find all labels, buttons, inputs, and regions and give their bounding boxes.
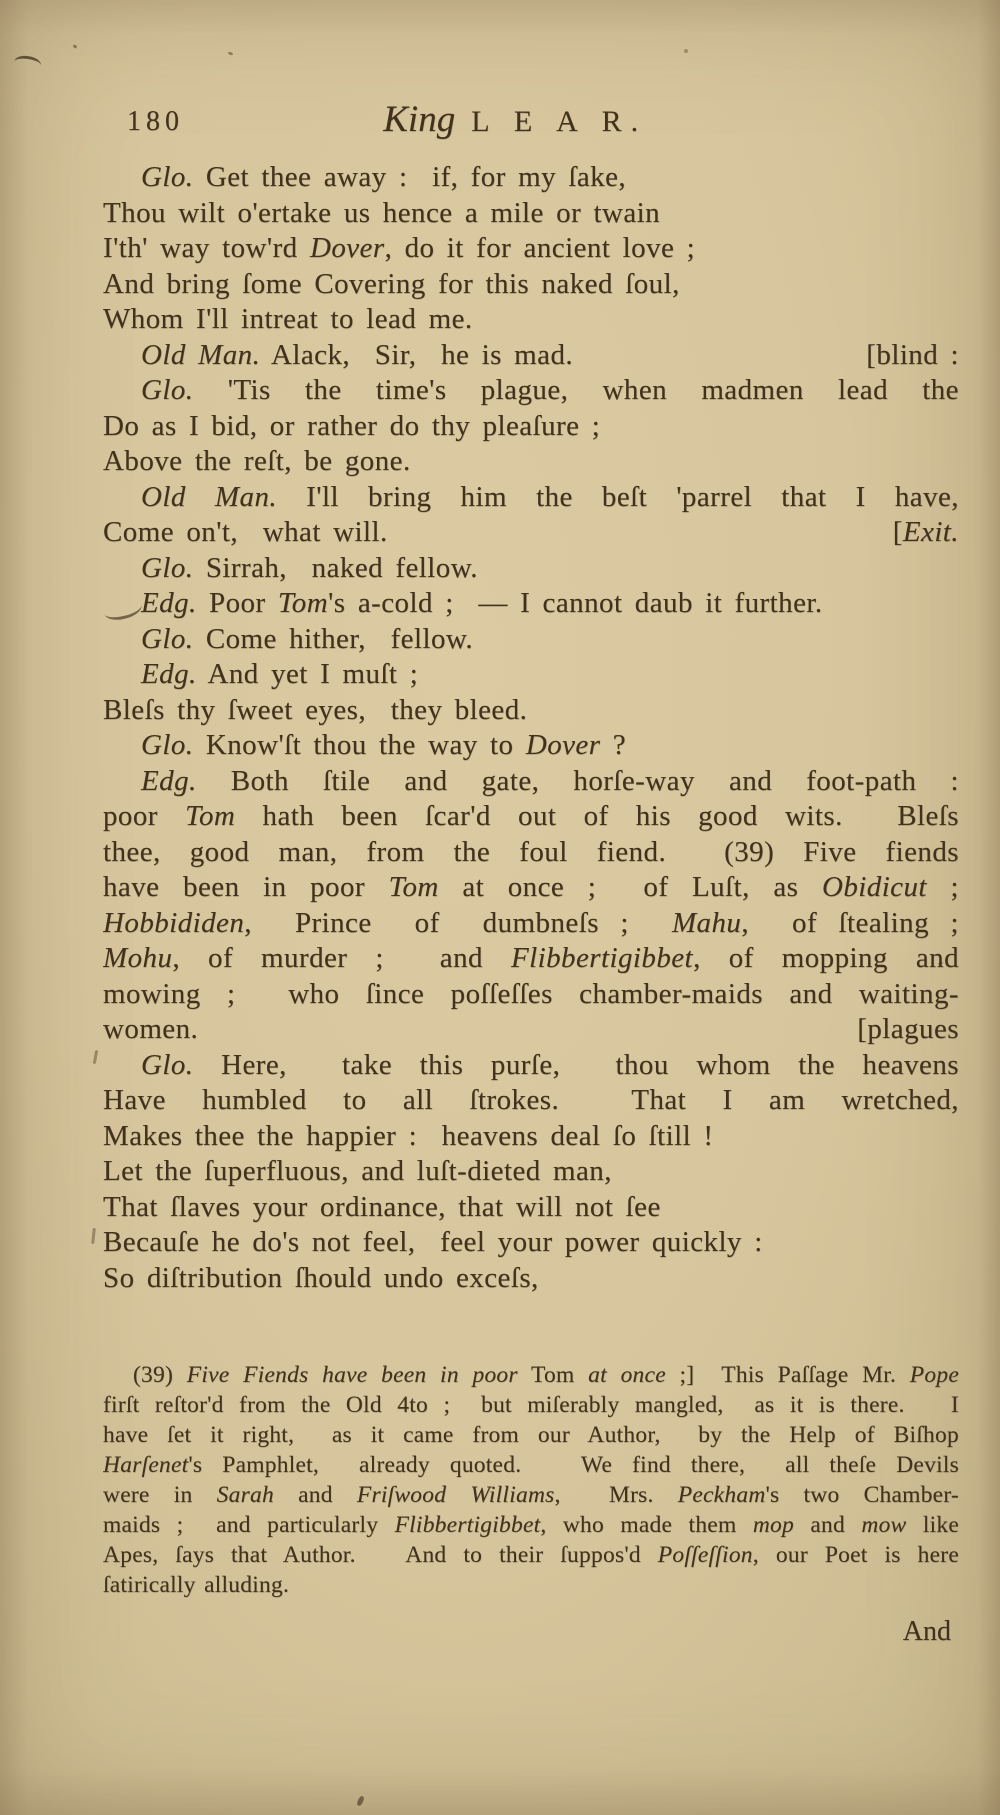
ink-speck: [228, 51, 234, 56]
text-line: mowing ; who ſince poſſeſſes chamber-maids and waiting-: [103, 977, 959, 1010]
ink-speck: [684, 49, 688, 53]
text-line: Do as I bid, or rather do thy pleaſure ;: [103, 409, 601, 442]
text-line: So diſtribution ſhould undo exceſs,: [103, 1261, 539, 1294]
text-line: Harſenet's Pamphlet, already quoted. We find there, all theſe Devils: [103, 1452, 959, 1478]
text-line: were in Sarah and Friſwood Williams, Mrs. Peckham's two Chamber-: [103, 1482, 959, 1508]
text-line: Above the reſt, be gone.: [103, 445, 411, 477]
text-line: Hobbididen, Prince of dumbneſs ; Mahu, of ſtealing ;: [103, 906, 959, 939]
text-line: Old Man. I'll bring him the beſt 'parrel that I have,: [141, 480, 959, 513]
stage-direction: [plagues: [857, 1013, 959, 1045]
stage-direction: [Exit.: [892, 516, 959, 548]
text-line: have ſet it right, as it came from our Author, by the Help of Biſhop: [103, 1422, 959, 1448]
text-line: Makes thee the happier : heavens deal ſo ſtill !: [103, 1119, 714, 1152]
ink-speck: [73, 44, 78, 49]
text-line: Glo. Know'ſt thou the way to Dover ?: [141, 729, 627, 761]
text-line: Bleſs thy ſweet eyes, they bleed.: [103, 693, 528, 726]
play-text: [103, 160, 959, 1296]
footnote: [103, 1360, 959, 1600]
margin-tick: [93, 1050, 98, 1064]
text-line: Glo. Get thee away : if, for my ſake,: [141, 161, 627, 193]
text-line: women. [plagues: [103, 1012, 959, 1048]
stage-direction: [blind :: [866, 338, 959, 371]
text-line: Have humbled to all ſtrokes. That I am wretched,: [103, 1084, 959, 1116]
catchword: And: [902, 1616, 951, 1647]
margin-tick: [91, 1228, 96, 1244]
text-line: poor Tom hath been ſcar'd out of his good wits. Bleſs: [103, 800, 959, 832]
running-title-italic: King: [383, 99, 456, 140]
text-line: Glo. Come hither, fellow.: [141, 622, 474, 655]
text-line: thee, good man, from the foul fiend. (39) Five fiends: [103, 835, 959, 868]
text-line: firſt reſtor'd from the Old 4to ; but miſerably mangled, as it is there. I: [103, 1392, 959, 1418]
text-line: Glo. 'Tis the time's plague, when madmen lead the: [141, 374, 959, 406]
running-title-caps: L E A R.: [471, 105, 648, 138]
ink-mark: [13, 54, 42, 73]
text-line: Thou wilt o'ertake us hence a mile or twain: [103, 196, 661, 229]
text-line: maids ; and particularly Flibbertigibbet, who made them mop and mow like: [103, 1512, 959, 1538]
text-line: That ſlaves your ordinance, that will not ſee: [103, 1190, 661, 1223]
text-line: Let the ſuperfluous, and luſt-dieted man,: [103, 1155, 612, 1187]
text-line: Edg. Both ſtile and gate, horſe-way and foot-path :: [141, 764, 959, 797]
text-line: Glo. Sirrah, naked fellow.: [141, 551, 478, 584]
page-header: [103, 98, 959, 154]
text-line: ſatirically alluding.: [103, 1572, 290, 1598]
text-line: Edg. Poor Tom's a-cold ; — I cannot daub it further.: [141, 587, 823, 619]
text-line: Glo. Here, take this purſe, thou whom the heavens: [141, 1048, 959, 1081]
text-line: Old Man. Alack, Sir, he is mad. [blind :: [103, 338, 959, 374]
text-line: have been in poor Tom at once ; of Luſt, as Obidicut ;: [103, 871, 959, 903]
text-line: (39) Five Fiends have been in poor Tom at once ;] This Paſſage Mr. Pope: [133, 1362, 959, 1388]
text-line: Mohu, of murder ; and Flibbertigibbet, of mopping and: [103, 942, 959, 974]
text-line: Apes, ſays that Author. And to their ſuppos'd Poſſeſſion, our Poet is here: [103, 1542, 959, 1568]
text-line: Becauſe he do's not feel, feel your power quickly :: [103, 1226, 763, 1258]
ink-speck: [356, 1795, 365, 1806]
page-number: 180: [127, 106, 184, 137]
text-line: Whom I'll intreat to lead me.: [103, 303, 473, 335]
text-line: I'th' way tow'rd Dover, do it for ancient love ;: [103, 232, 696, 264]
text-line: And bring ſome Covering for this naked ſoul,: [103, 267, 680, 300]
text-line: Come on't, what will. [Exit.: [103, 515, 959, 551]
running-title: [383, 98, 647, 141]
text-line: Edg. And yet I muſt ;: [141, 658, 419, 690]
text-column: [103, 98, 959, 1652]
